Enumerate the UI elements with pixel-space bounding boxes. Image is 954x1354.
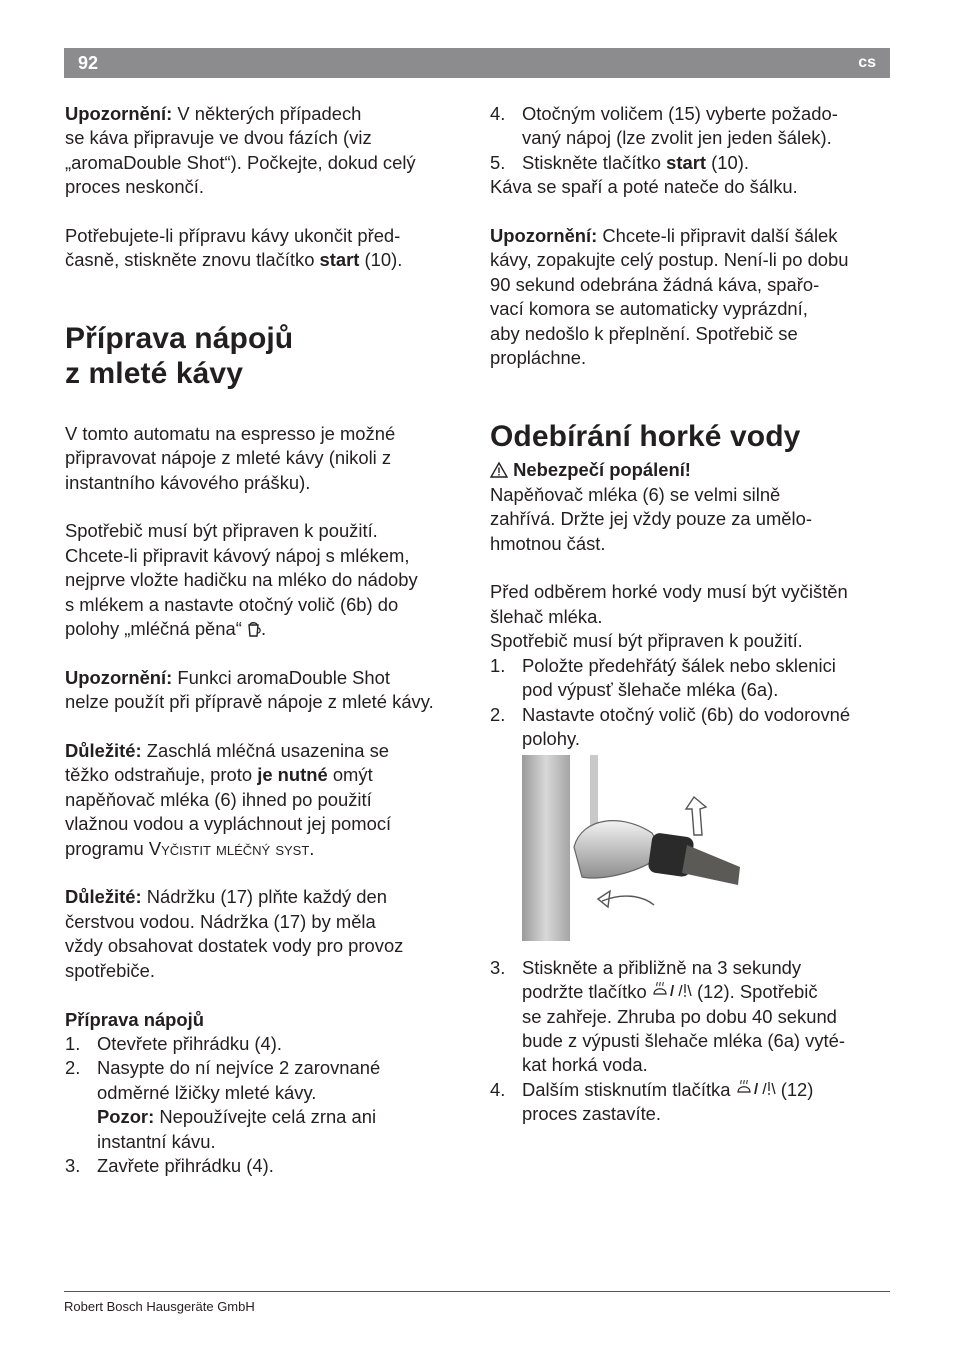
page-number: 92 <box>78 53 99 73</box>
left-column: Upozornění: V některých případech se káva připravuje ve dvou fázích (viz „aromaDouble Shot“). Počkejte, dokud celý proces neskončí. Potřebujete-li přípravu kávy ukončit před- časně, stiskněte znovu tlačítko start (10). Příprava nápojů z mleté kávy V tomto automatu na espresso je možné připravovat nápoje z mleté kávy (nikoli z instantního kávového prášku). Spotřebič musí být připraven k použití. Chcete-li připravit kávový nápoj s mlékem, nejprve vložte hadičku na mléko do nádoby s mlékem a nastavte otočný volič (6b) do polohy „mléčná pěna“ . Upozornění: Funkci aromaDouble Shot nelze použít při přípravě nápoje z mleté kávy. Důležité: Zaschlá mléčná usazenina se těžko odstraňuje, proto je nutné omýt napěňovač mléka (6) ihned po použití vlažnou vodou a vypláchnout jej pomocí programu Vyčistit mléčný syst. Důležité: Nádržku (17) plňte každý den čerstvou vodou. Nádržka (17) by měla vždy obsahovat dostatek vody pro provoz spotřebiče. Příprava nápojů 1. Otevřete přihrádku (4). 2. Nasypte do ní nejvíce 2 zarovnané odměrné lžičky mleté kávy. Pozor: Nepoužívejte celá zrna ani instantní kávu. 3. Zavřete přihrádku (4). <box>65 102 465 1178</box>
list-item: 2. Nastavte otočný volič (6b) do vodorovné polohy. <box>490 703 851 749</box>
svg-text:/: / <box>753 1080 758 1098</box>
list-item: 4. Dalším stisknutím tlačítka / (12) proces zastavíte. <box>490 1078 814 1125</box>
milk-foam-icon <box>247 621 261 637</box>
sub-heading: Příprava nápojů <box>65 1008 204 1030</box>
list-item: 3. Zavřete přihrádku (4). <box>65 1154 274 1176</box>
footer-divider <box>64 1291 890 1292</box>
danger-warning: Nebezpečí popálení! <box>490 458 892 482</box>
section-heading-ground-coffee: Příprava nápojů z mleté kávy <box>65 321 294 390</box>
section-heading-hot-water: Odebírání horké vody <box>490 420 801 454</box>
list-item: 3. Stiskněte a přibližně na 3 sekundy podržte tlačítko / (12). Spotřebič se zahřeje. Zhruba po dobu 40 sekund bude z výpusti šlehače mléka (6a) vyté- kat horká voda. <box>490 956 846 1076</box>
list-item: 1. Otevřete přihrádku (4). <box>65 1032 283 1054</box>
milk-frother-illustration <box>522 755 742 941</box>
warning-triangle-icon <box>490 462 508 478</box>
right-column: 4. Otočným voličem (15) vyberte požado- vaný nápoj (lze zvolit jen jeden šálek). 5. Stiskněte tlačítko start (10). Káva se spaří a poté nateče do šálku. Upozornění: Chcete-li připravit další šálek kávy, zopakujte celý postup. Není-li po dobu 90 sekund odebrána žádná káva, spařo- vací komora se automaticky vyprázdní, aby nedošlo k přeplnění. Spotřebič se propláchne. Odebírání horké vody Nebezpečí popálení! Napěňovač mléka (6) se velmi silně zahřívá. Držte jej vždy pouze za umělo- hmotnou část. Před odběrem horké vody musí být vyčištěn šlehač mléka. Spotřebič musí být připraven k použití. 1. Položte předehřátý šálek nebo sklenici pod výpusť šlehače mléka (6a). 2. Nastavte otočný volič (6b) do vodorovné polohy. 3. Stiskněte a přibližně na 3 sekundy podržte tlačítko / (12). Spotřebič se zahřeje. Zhruba po dobu 40 sekund bude z výpusti šlehače mléka (6a) vyté- kat horká voda. 4. Dalším stisknutím tlačítka / (12) proces zastavíte. <box>490 102 892 1127</box>
page-header <box>64 48 890 78</box>
steps-list-left <box>65 1032 465 1178</box>
svg-text:/: / <box>669 983 674 1001</box>
list-item: 5. Stiskněte tlačítko start (10). <box>490 151 749 173</box>
list-item: 2. Nasypte do ní nejvíce 2 zarovnané odměrné lžičky mleté kávy. Pozor: Nepoužívejte celá zrna ani instantní kávu. <box>65 1057 381 1152</box>
steam-hot-water-icon <box>652 982 692 1000</box>
note-aromadouble: Upozornění: V některých případech <box>65 103 362 124</box>
list-item: 1. Položte předehřátý šálek nebo sklenici pod výpusť šlehače mléka (6a). <box>490 654 836 701</box>
language-code: cs <box>858 54 876 71</box>
stop-early-text: Potřebujete-li přípravu kávy ukončit před- <box>65 225 401 247</box>
steam-hot-water-icon <box>736 1080 776 1098</box>
footer-company: Robert Bosch Hausgeräte GmbH <box>64 1299 255 1314</box>
list-item: 4. Otočným voličem (15) vyberte požado- vaný nápoj (lze zvolit jen jeden šálek). <box>490 103 838 149</box>
